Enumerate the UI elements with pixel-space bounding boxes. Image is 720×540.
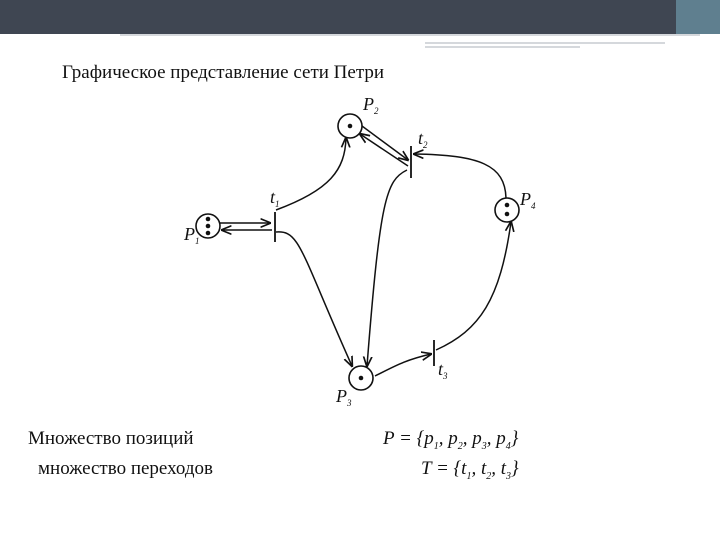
label-p2: $P_2$ [363, 94, 379, 116]
label-p4: $P_4$ [520, 189, 536, 211]
token-p4-1 [505, 203, 510, 208]
label-p1: $P_1$ [184, 224, 200, 246]
token-p3-1 [359, 376, 364, 381]
arc-p2-t2 [362, 126, 408, 160]
label-p3: $P_3$ [336, 386, 352, 408]
transitions-set-formula: $T = \{t_1$, $t_2$, $t_3$} [421, 458, 519, 482]
token-p2-1 [348, 124, 353, 129]
arc-p3-t3 [375, 354, 431, 376]
token-p1-1 [206, 217, 211, 222]
arc-t2-p2 [360, 134, 408, 166]
token-p4-2 [505, 212, 510, 217]
arc-t3-p4 [436, 222, 511, 350]
label-t3: $t_3$ [438, 359, 448, 381]
label-t1: $t_1$ [270, 187, 280, 209]
positions-set-label: Множество позиций [28, 428, 194, 449]
place-p4 [495, 198, 519, 222]
slide-title: Графическое представление сети Петри [62, 62, 385, 83]
arc-t2-p3 [367, 170, 407, 366]
transitions-set-label: множество переходов [38, 458, 213, 479]
arc-t1-p3 [276, 232, 352, 366]
arc-t1-p2 [276, 138, 346, 210]
token-p1-2 [206, 224, 211, 229]
token-p1-3 [206, 231, 211, 236]
arc-p4-t2 [414, 154, 506, 198]
positions-set-formula: $P = \{p_1$, $p_2$, $p_3$, $p_4$} [383, 428, 519, 452]
label-t2: $t_2$ [418, 128, 428, 150]
